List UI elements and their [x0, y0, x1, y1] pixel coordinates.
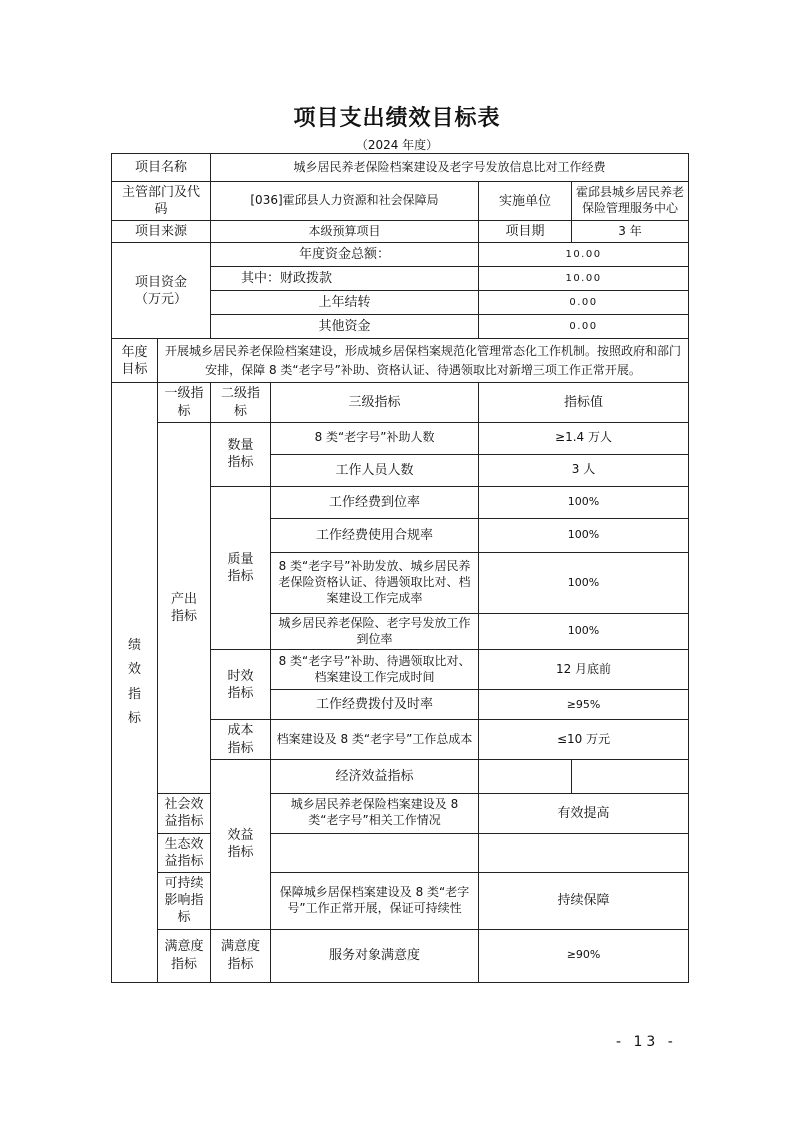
source-value: 本级预算项目 — [211, 221, 479, 243]
funds-row-value: 0.00 — [479, 291, 689, 315]
indicator-row — [112, 422, 689, 454]
indicator-value: 100% — [479, 518, 689, 552]
economic-benefit-label: 经济效益指标 — [271, 759, 479, 793]
project-name-label: 项目名称 — [112, 154, 211, 182]
period-label: 项目期 — [479, 221, 572, 243]
annual-goal-label-line1: 年度 — [121, 344, 148, 360]
annual-goal-label-line2: 目标 — [121, 361, 148, 377]
cost-indicator-label: 成本指标 — [211, 720, 271, 759]
output-indicator-label: 产出指标 — [158, 422, 211, 793]
social-benefit-label: 社会效益指标 — [158, 793, 211, 833]
indicator-value: ≥90% — [479, 929, 689, 982]
time-indicator-label: 时效指标 — [211, 650, 271, 720]
annual-goal-label — [112, 339, 158, 383]
indicator-row — [112, 793, 689, 833]
indicator-value: 有效提高 — [479, 793, 689, 833]
row-funds-total — [112, 243, 689, 267]
funds-label-line1: 项目资金 — [135, 274, 188, 290]
indicator-name: 8 类“老字号”补助人数 — [271, 422, 479, 454]
indicator-value — [572, 759, 689, 793]
indicator-name: 城乡居民养老保险、老字号发放工作到位率 — [271, 613, 479, 650]
row-indicator-headers — [112, 383, 689, 422]
row-department — [112, 182, 689, 221]
ecological-benefit-label: 生态效益指标 — [158, 833, 211, 872]
funds-row-value: 10.00 — [479, 243, 689, 267]
indicator-name: 保障城乡居保档案建设及 8 类“老字号”工作正常开展，保证可持续性 — [271, 873, 479, 929]
indicator-name — [271, 833, 479, 872]
satisfaction-sub-label: 满意度指标 — [211, 929, 271, 982]
funds-row-label: 上年结转 — [211, 291, 479, 315]
indicator-value: 12 月底前 — [479, 650, 689, 690]
row-project-name — [112, 154, 689, 182]
indicator-name: 8 类“老字号”补助发放、城乡居民养老保险资格认证、待遇领取比对、档案建设工作完成率 — [271, 552, 479, 613]
indicator-name: 8 类“老字号”补助、待遇领取比对、档案建设工作完成时间 — [271, 650, 479, 690]
performance-indicators-label — [112, 383, 158, 982]
indicator-row — [112, 929, 689, 982]
indicator-name: 工作人员人数 — [271, 454, 479, 486]
annual-goal-text: 开展城乡居民养老保险档案建设，形成城乡居保档案规范化管理常态化工作机制。按照政府和部门安排，保障 8 类“老字号”补助、资格认证、待遇领取比对新增三项工作正常开展。 — [158, 339, 689, 383]
indicator-value: 100% — [479, 486, 689, 518]
page-title: 项目支出绩效目标表 — [293, 106, 501, 131]
indicator-name: 服务对象满意度 — [271, 929, 479, 982]
benefit-indicator-label: 效益指标 — [211, 759, 271, 929]
implementing-unit-value: 霍邱县城乡居民养老保险管理服务中心 — [572, 182, 689, 221]
performance-indicators-text: 绩效指标 — [127, 638, 141, 726]
department-label: 主管部门及代码 — [112, 182, 211, 221]
satisfaction-indicator-label: 满意度指标 — [158, 929, 211, 982]
quantity-indicator-label: 数量指标 — [211, 422, 271, 486]
period-value: 3 年 — [572, 221, 689, 243]
indicator-name: 城乡居民养老保险档案建设及 8 类“老字号”相关工作情况 — [271, 793, 479, 833]
funds-label — [112, 243, 211, 339]
indicator-value: 持续保障 — [479, 873, 689, 929]
header-level2: 二级指标 — [211, 383, 271, 422]
funds-label-line2: （万元） — [135, 291, 188, 307]
quality-indicator-label: 质量指标 — [211, 486, 271, 650]
funds-row-label: 年度资金总额： — [211, 243, 479, 267]
row-source — [112, 221, 689, 243]
indicator-value: 100% — [479, 613, 689, 650]
indicator-name: 工作经费使用合规率 — [271, 518, 479, 552]
fiscal-year: （2024 年度） — [355, 138, 439, 152]
indicator-value — [479, 833, 689, 872]
indicator-name — [479, 759, 572, 793]
performance-target-table — [111, 153, 689, 983]
header-level1: 一级指标 — [158, 383, 211, 422]
project-name-value: 城乡居民养老保险档案建设及老字号发放信息比对工作经费 — [211, 154, 689, 182]
source-label: 项目来源 — [112, 221, 211, 243]
row-annual-goal — [112, 339, 689, 383]
indicator-value: ≤10 万元 — [479, 720, 689, 759]
page-number: - 13 - — [616, 1034, 677, 1050]
department-value: [036]霍邱县人力资源和社会保障局 — [211, 182, 479, 221]
funds-row-value: 10.00 — [479, 267, 689, 291]
indicator-value: 3 人 — [479, 454, 689, 486]
indicator-row — [112, 833, 689, 872]
indicator-name: 工作经费到位率 — [271, 486, 479, 518]
funds-row-value: 0.00 — [479, 315, 689, 339]
indicator-name: 档案建设及 8 类“老字号”工作总成本 — [271, 720, 479, 759]
sustainable-impact-label: 可持续影响指标 — [158, 873, 211, 929]
indicator-row — [112, 873, 689, 929]
indicator-value: 100% — [479, 552, 689, 613]
header-level3: 三级指标 — [271, 383, 479, 422]
indicator-value: ≥95% — [479, 690, 689, 720]
header-value: 指标值 — [479, 383, 689, 422]
funds-row-label: 其中：财政拨款 — [211, 267, 479, 291]
indicator-value: ≥1.4 万人 — [479, 422, 689, 454]
funds-row-label: 其他资金 — [211, 315, 479, 339]
implementing-unit-label: 实施单位 — [479, 182, 572, 221]
indicator-name: 工作经费拨付及时率 — [271, 690, 479, 720]
